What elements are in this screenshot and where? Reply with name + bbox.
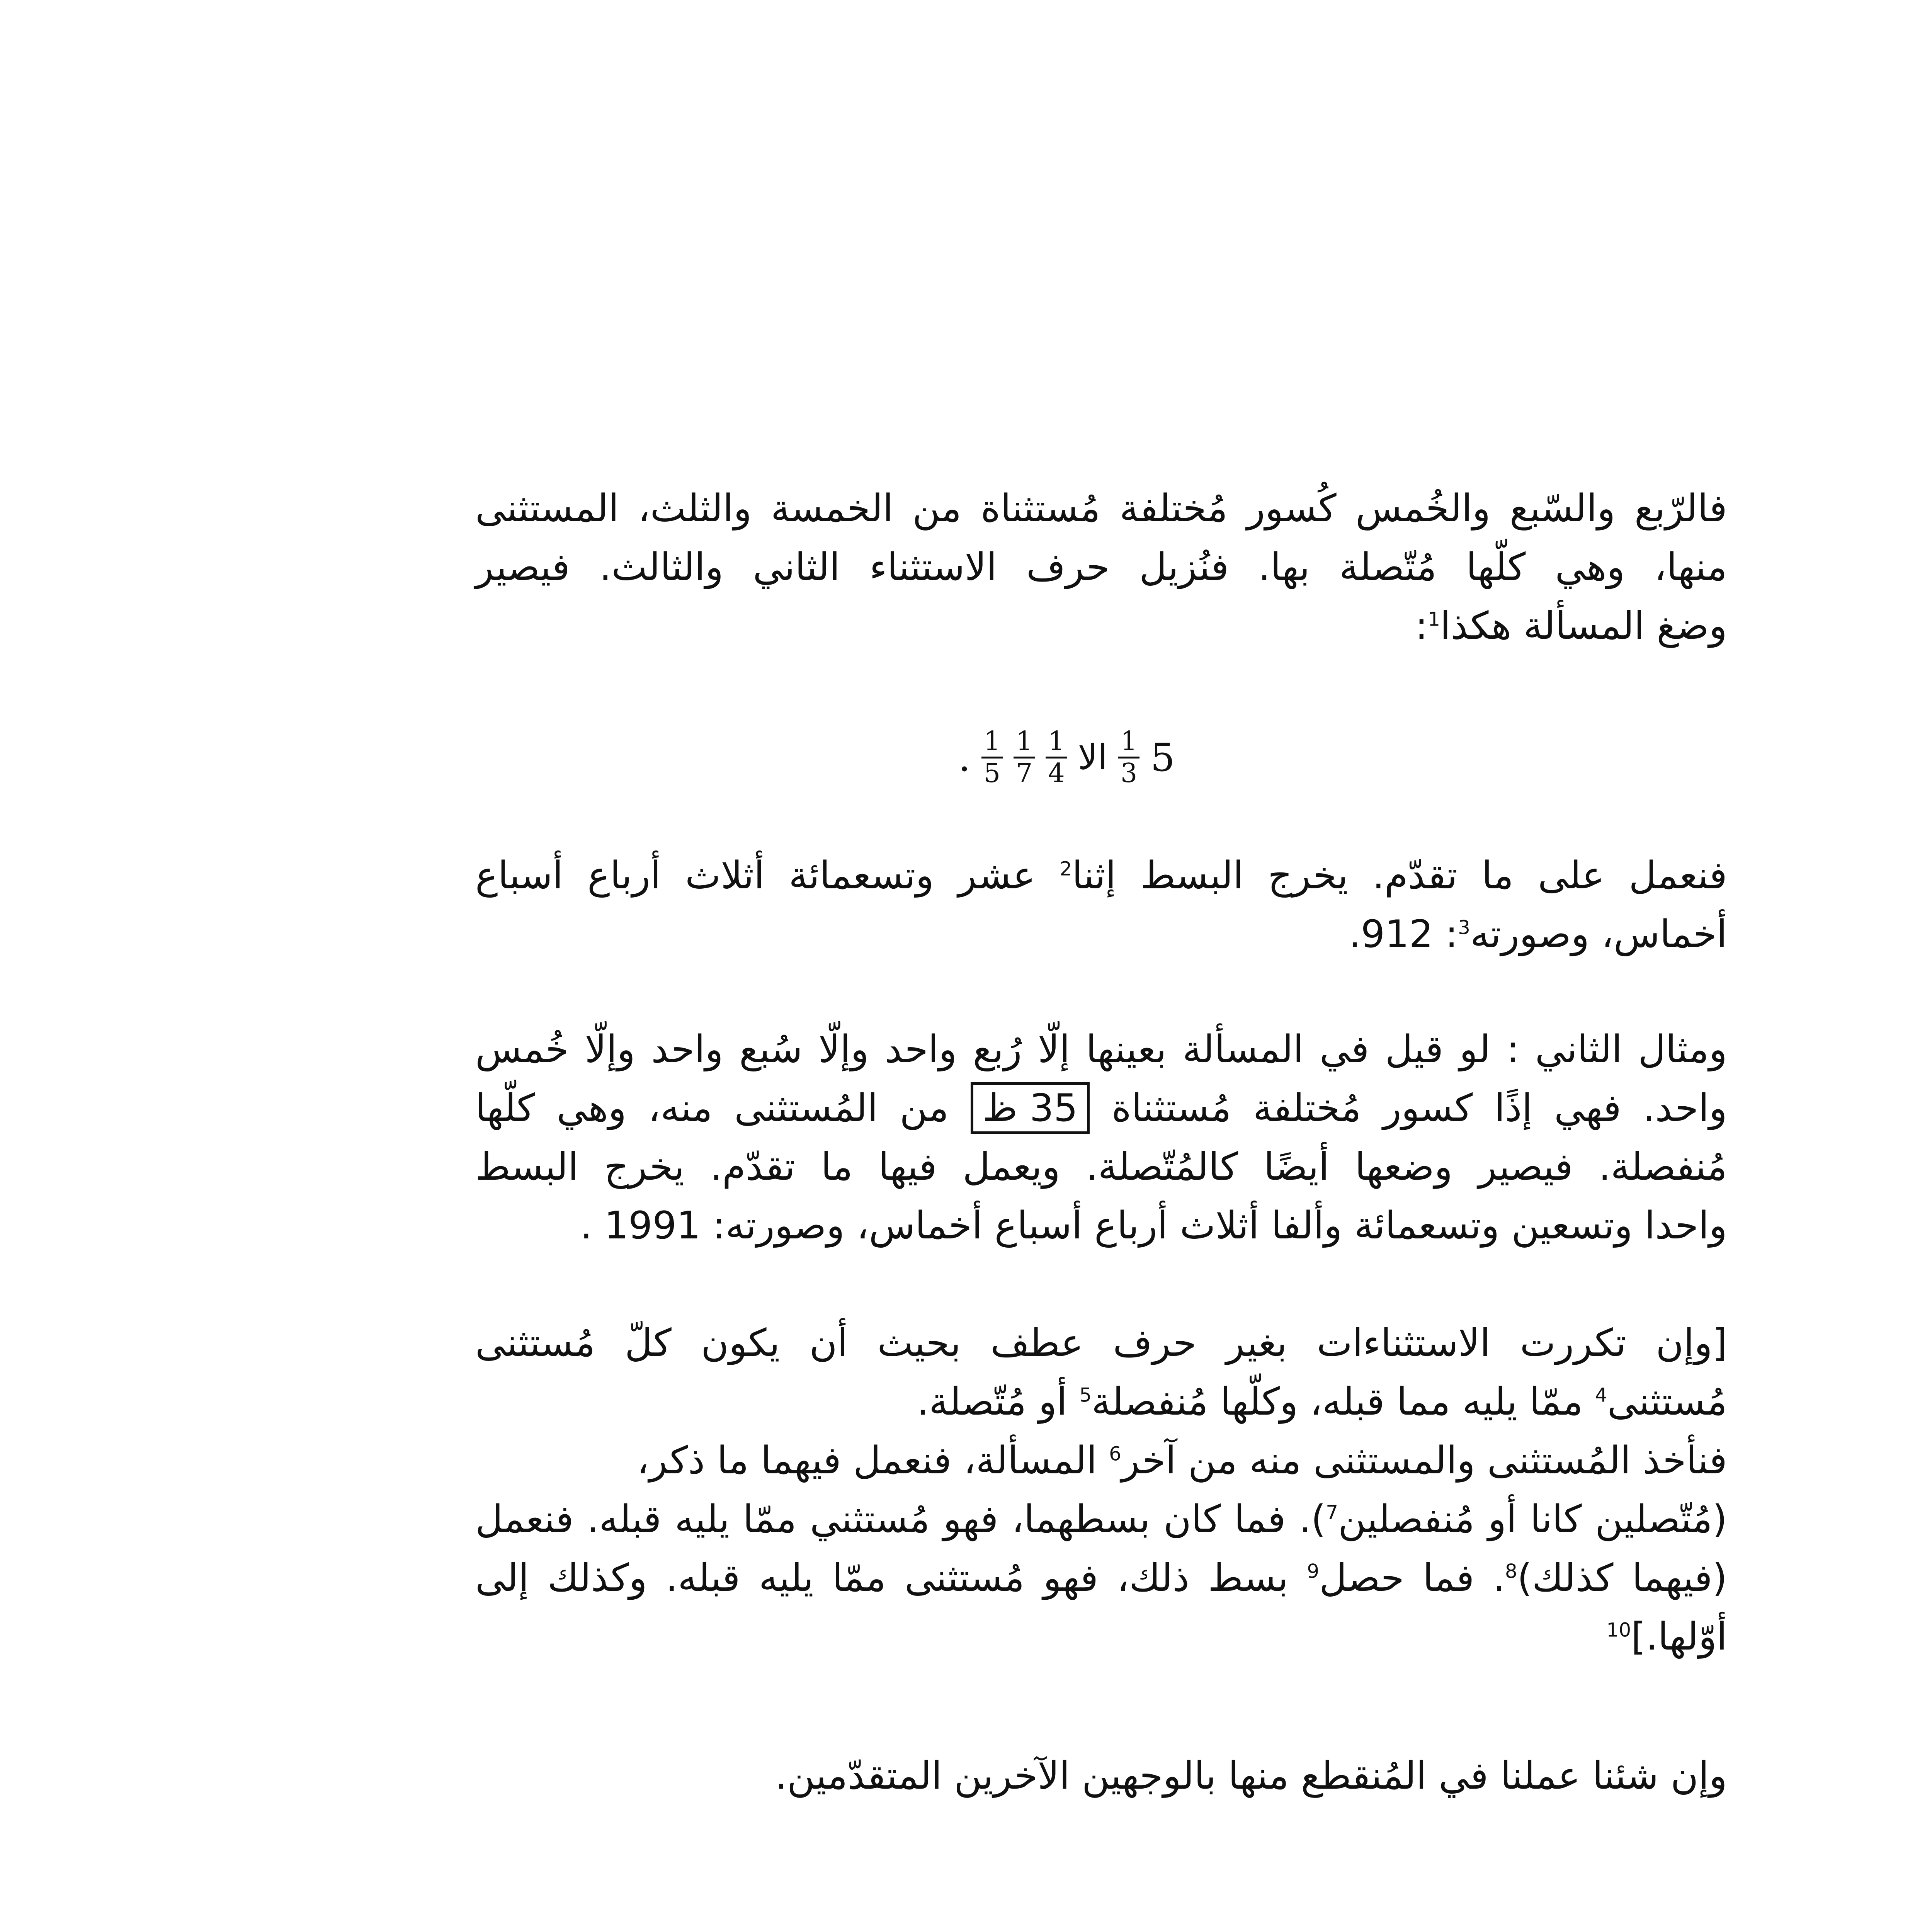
footnote-ref[interactable]: 4 bbox=[1595, 1384, 1607, 1406]
fraction bbox=[1118, 726, 1139, 789]
text-line bbox=[475, 1607, 1727, 1666]
text-span: فنأخذ المُستثنى والمستثنى منه من آخر bbox=[1121, 1439, 1727, 1483]
text-line bbox=[475, 905, 1727, 964]
text-line bbox=[475, 1372, 1727, 1431]
text-line: [وإن تكررت الاستثناءات بغير حرف عطف بحيث أن يكون كلّ مُستثنى bbox=[475, 1321, 1727, 1365]
footnote-ref[interactable]: 8 bbox=[1505, 1560, 1517, 1583]
paragraph-1 bbox=[475, 479, 1727, 655]
footnote-ref[interactable]: 9 bbox=[1307, 1560, 1320, 1583]
text-span: ). فما كان بسطهما، فهو مُستثني ممّا يليه قبله. فنعمل bbox=[475, 1497, 1326, 1541]
denominator: 7 bbox=[1016, 758, 1033, 789]
text-line bbox=[475, 1549, 1727, 1607]
text-line bbox=[475, 597, 1727, 655]
text-span: أوّلها.] bbox=[1631, 1615, 1727, 1659]
text-span: من المُستثنى منه، وهي كلّها bbox=[475, 1086, 971, 1130]
text-line: وإن شئنا عملنا في المُنقطع منها بالوجهين الآخرين المتقدّمين. bbox=[775, 1754, 1727, 1798]
fraction bbox=[1014, 726, 1035, 789]
text-span: بسط ذلك، فهو مُستثنى ممّا يليه قبله. وكذلك إلى bbox=[475, 1556, 1307, 1600]
text-span: أخماس، وصورته bbox=[1470, 912, 1727, 956]
fraction bbox=[981, 726, 1003, 789]
text-span: وضغ المسألة هكذا bbox=[1440, 604, 1727, 648]
text-line bbox=[475, 1079, 1727, 1138]
text-span: فنعمل على ما تقدّم. يخرج البسط إثنا bbox=[1072, 854, 1727, 898]
text-span: (مُتّصلين كانا أو مُنفصلين bbox=[1338, 1497, 1728, 1541]
text-line bbox=[475, 1431, 1727, 1490]
text-span: المسألة، فنعمل فيهما ما ذكر، bbox=[637, 1439, 1109, 1483]
numerator: 1 bbox=[1046, 726, 1067, 759]
footnote-ref[interactable]: 6 bbox=[1109, 1442, 1121, 1465]
text-span: واحد. فهي إذًا كسور مُختلفة مُستثناة bbox=[1090, 1086, 1727, 1130]
text-span: : bbox=[1415, 604, 1428, 648]
denominator: 5 bbox=[983, 758, 1001, 789]
denominator: 3 bbox=[1120, 758, 1138, 789]
folio-marker: 35 ظ bbox=[971, 1082, 1090, 1134]
numerator: 1 bbox=[981, 726, 1003, 759]
footnote-ref[interactable]: 2 bbox=[1060, 857, 1072, 880]
footnote-ref[interactable]: 1 bbox=[1428, 608, 1440, 631]
text-line bbox=[475, 846, 1727, 905]
illa-word: الا bbox=[1078, 737, 1107, 778]
numerator: 1 bbox=[1014, 726, 1035, 759]
text-line: مُنفصلة. فيصير وضعها أيضًا كالمُتّصلة. ويعمل فيها ما تقدّم. يخرج البسط bbox=[475, 1145, 1727, 1189]
text-span: . فما حصل bbox=[1319, 1556, 1505, 1600]
text-line: منها، وهي كلّها مُتّصلة بها. فنُزيل حرف الاستثناء الثاني والثالث. فيصير bbox=[475, 545, 1727, 589]
paragraph-3 bbox=[475, 1020, 1727, 1255]
text-span: مُستثنى bbox=[1607, 1380, 1727, 1424]
footnote-ref[interactable]: 10 bbox=[1606, 1619, 1631, 1641]
whole-number: 5 bbox=[1150, 735, 1175, 780]
footnote-ref[interactable]: 5 bbox=[1079, 1384, 1092, 1406]
text-span: (فيهما كذلك) bbox=[1517, 1556, 1727, 1600]
text-line: فالرّبع والسّبع والخُمس كُسور مُختلفة مُستثناة من الخمسة والثلث، المستثنى bbox=[475, 486, 1727, 531]
text-span: : 912. bbox=[1349, 912, 1458, 956]
text-span: أو مُتّصلة. bbox=[917, 1380, 1080, 1424]
paragraph-2 bbox=[475, 846, 1727, 964]
footnote-ref[interactable]: 3 bbox=[1458, 916, 1470, 939]
text-line bbox=[475, 1490, 1727, 1549]
text-line: واحدا وتسعين وتسعمائة وألفا أثلاث أرباع أسباع أخماس، وصورته: 1991 . bbox=[580, 1204, 1727, 1248]
text-span: ممّا يليه مما قبله، وكلّها مُنفصلة bbox=[1092, 1380, 1595, 1424]
formula-period: . bbox=[958, 735, 971, 780]
fraction bbox=[1046, 726, 1067, 789]
paragraph-5 bbox=[475, 1747, 1727, 1805]
denominator: 4 bbox=[1048, 758, 1065, 789]
fraction-formula bbox=[958, 719, 1175, 796]
footnote-ref[interactable]: 7 bbox=[1326, 1501, 1338, 1524]
numerator: 1 bbox=[1118, 726, 1139, 759]
text-span: عشر وتسعمائة أثلاث أرباع أسباع bbox=[475, 854, 1060, 898]
text-line: ومثال الثاني : لو قيل في المسألة بعينها إلّا رُبع واحد وإلّا سُبع واحد وإلّا خُمس bbox=[475, 1027, 1727, 1071]
paragraph-4 bbox=[475, 1314, 1727, 1666]
